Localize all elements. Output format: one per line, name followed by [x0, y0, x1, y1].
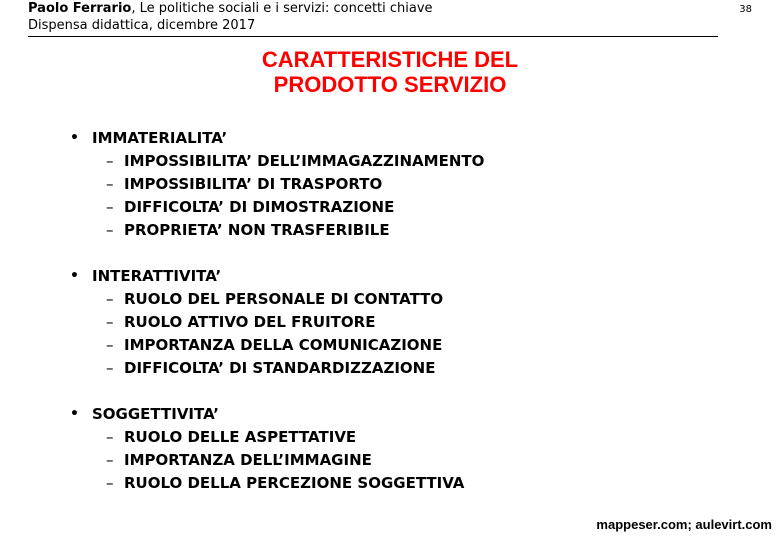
- page-number: 38: [739, 4, 752, 15]
- sub-bullet-text: PROPRIETA’ NON TRASFERIBILE: [124, 220, 390, 239]
- bullet-section: [70, 126, 750, 241]
- header-subtitle: Dispensa didattica, dicembre 2017: [28, 18, 256, 33]
- sub-bullet-text: RUOLO DELLE ASPETTATIVE: [124, 427, 357, 446]
- dash-icon: –: [106, 450, 114, 469]
- sub-bullet-text: RUOLO DEL PERSONALE DI CONTATTO: [124, 289, 444, 308]
- dash-icon: –: [106, 427, 114, 446]
- sub-bullet-text: IMPOSSIBILITA’ DI TRASPORTO: [124, 174, 383, 193]
- header-author: Paolo Ferrario: [28, 1, 132, 16]
- dash-icon: –: [106, 220, 114, 239]
- sub-bullet-text: RUOLO DELLA PERCEZIONE SOGGETTIVA: [124, 473, 465, 492]
- bullet-heading-text: IMMATERIALITA’: [92, 128, 228, 147]
- footer-websites: mappeser.com; aulevirt.com: [596, 517, 772, 532]
- bullet-heading: [70, 126, 750, 149]
- bullet-dot-icon: •: [70, 405, 79, 422]
- header-divider: [28, 36, 718, 37]
- sub-bullet-text: IMPORTANZA DELL’IMMAGINE: [124, 450, 372, 469]
- sub-bullet-item: [70, 195, 750, 218]
- sub-bullet-item: [70, 218, 750, 241]
- slide-title: [0, 47, 780, 97]
- sub-bullet-item: [70, 356, 750, 379]
- sub-bullet-text: IMPOSSIBILITA’ DELL’IMMAGAZZINAMENTO: [124, 151, 485, 170]
- bullet-list: [70, 126, 750, 517]
- sub-bullet-text: DIFFICOLTA’ DI DIMOSTRAZIONE: [124, 197, 395, 216]
- sub-bullet-item: [70, 448, 750, 471]
- dash-icon: –: [106, 151, 114, 170]
- slide-title-line-1: CARATTERISTICHE DEL: [261, 47, 519, 72]
- sub-bullet-item: [70, 471, 750, 494]
- sub-bullet-item: [70, 287, 750, 310]
- dash-icon: –: [106, 473, 114, 492]
- bullet-section: [70, 264, 750, 379]
- document-header: [28, 0, 718, 34]
- dash-icon: –: [106, 312, 114, 331]
- dash-icon: –: [106, 174, 114, 193]
- header-line-1: [28, 0, 718, 17]
- sub-bullet-item: [70, 333, 750, 356]
- sub-bullet-item: [70, 172, 750, 195]
- dash-icon: –: [106, 358, 114, 377]
- sub-bullet-item: [70, 149, 750, 172]
- sub-bullet-text: DIFFICOLTA’ DI STANDARDIZZAZIONE: [124, 358, 436, 377]
- sub-bullet-text: RUOLO ATTIVO DEL FRUITORE: [124, 312, 376, 331]
- sub-bullet-item: [70, 425, 750, 448]
- dash-icon: –: [106, 335, 114, 354]
- dash-icon: –: [106, 289, 114, 308]
- header-work-title: , Le politiche sociali e i servizi: concetti chiave: [131, 1, 433, 16]
- bullet-heading: [70, 402, 750, 425]
- sub-bullet-item: [70, 310, 750, 333]
- bullet-section: [70, 402, 750, 494]
- slide-title-line-2: PRODOTTO SERVIZIO: [273, 72, 507, 97]
- bullet-heading-text: SOGGETTIVITA’: [92, 404, 220, 423]
- dash-icon: –: [106, 197, 114, 216]
- bullet-heading-text: INTERATTIVITA’: [92, 266, 222, 285]
- bullet-dot-icon: •: [70, 267, 79, 284]
- sub-bullet-text: IMPORTANZA DELLA COMUNICAZIONE: [124, 335, 443, 354]
- bullet-heading: [70, 264, 750, 287]
- bullet-dot-icon: •: [70, 129, 79, 146]
